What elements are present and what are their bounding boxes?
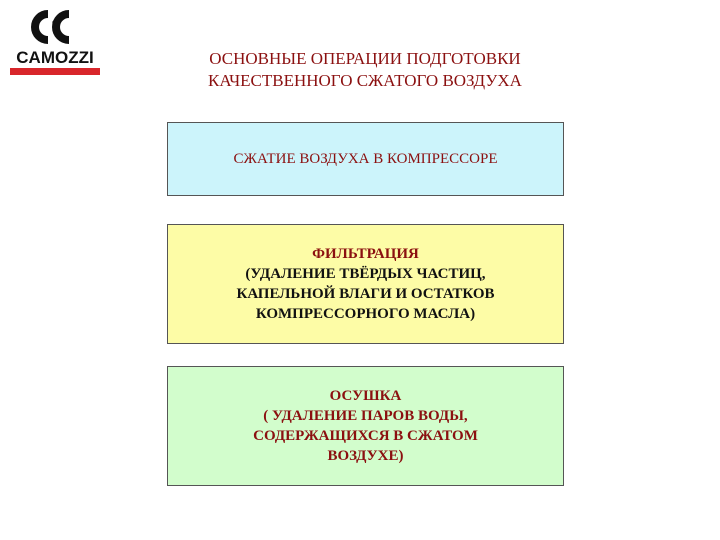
step-drying-title: ОСУШКА: [329, 388, 402, 404]
step-compression-box: [167, 122, 564, 196]
camozzi-emblem-icon: [8, 8, 102, 48]
step-filtration-line: КАПЕЛЬНОЙ ВЛАГИ И ОСТАТКОВ: [236, 286, 495, 302]
logo-wordmark: CAMOZZI: [16, 48, 94, 67]
page-title: [150, 48, 580, 92]
step-drying-box: [167, 366, 564, 486]
step-drying-line: ( УДАЛЕНИЕ ПАРОВ ВОДЫ,: [263, 408, 468, 424]
step-filtration-title: ФИЛЬТРАЦИЯ: [312, 246, 419, 262]
logo-red-bar: [10, 68, 100, 75]
title-line: КАЧЕСТВЕННОГО СЖАТОГО ВОЗДУХА: [208, 71, 522, 90]
title-line: ОСНОВНЫЕ ОПЕРАЦИИ ПОДГОТОВКИ: [209, 49, 521, 68]
camozzi-logo: [8, 8, 102, 76]
step-drying-line: ВОЗДУХЕ): [327, 448, 404, 464]
step-filtration-line: КОМПРЕССОРНОГО МАСЛА): [255, 306, 476, 322]
step-filtration-box: [167, 224, 564, 344]
step-compression-label: СЖАТИЕ ВОЗДУХА В КОМПРЕССОРЕ: [233, 151, 498, 167]
step-drying-line: СОДЕРЖАЩИХСЯ В СЖАТОМ: [253, 428, 478, 444]
step-filtration-line: (УДАЛЕНИЕ ТВЁРДЫХ ЧАСТИЦ,: [245, 266, 486, 282]
